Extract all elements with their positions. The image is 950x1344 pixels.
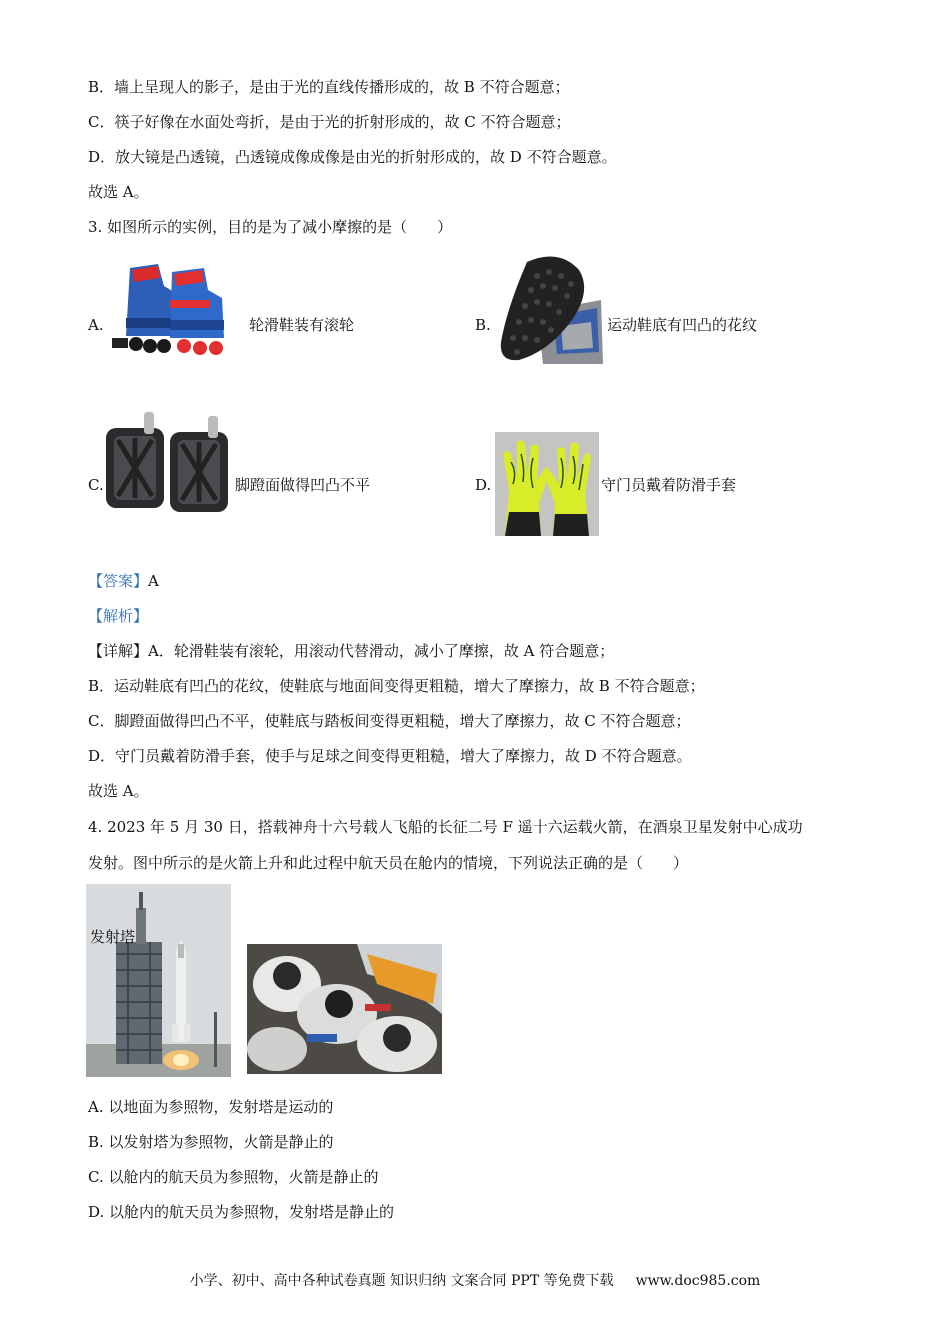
footer-url[interactable]: www.doc985.com bbox=[635, 1273, 761, 1289]
q3-option-a-letter: A. bbox=[88, 316, 104, 334]
detail-tag: 【详解】 bbox=[88, 642, 149, 660]
q3-option-c-letter: C. bbox=[88, 476, 104, 494]
q3-detail-b: B．运动鞋底有凹凸的花纹，使鞋底与地面间变得更粗糙，增大了摩擦力，故 B 不符合题意； bbox=[88, 677, 705, 695]
astronauts-cabin-photo bbox=[247, 944, 442, 1074]
q3-option-b-letter: B. bbox=[475, 316, 491, 334]
q3-detail-c: C．脚蹬面做得凹凸不平，使鞋底与踏板间变得更粗糙，增大了摩擦力，故 C 不符合题意； bbox=[88, 712, 691, 730]
goalkeeper-gloves-image bbox=[495, 432, 599, 536]
q3-detail-a: 【详解】A．轮滑鞋装有滚轮，用滚动代替滑动，减小了摩擦，故 A 符合题意； bbox=[88, 642, 615, 660]
roller-skates-image bbox=[112, 258, 240, 358]
q4-option-a: A. 以地面为参照物，发射塔是运动的 bbox=[88, 1098, 334, 1116]
q2-option-b-explanation: B．墙上呈现人的影子，是由于光的直线传播形成的，故 B 不符合题意； bbox=[88, 78, 570, 96]
q4-stem-line-1: 4. 2023 年 5 月 30 日，搭载神舟十六号载人飞船的长征二号 F 遥十六运载火箭，在酒泉卫星发射中心成功 bbox=[88, 818, 803, 836]
footer-text: 小学、初中、高中各种试卷真题 知识归纳 文案合同 PPT 等免费下载 bbox=[189, 1273, 614, 1289]
q3-option-b-text: 运动鞋底有凹凸的花纹 bbox=[607, 316, 758, 334]
answer-tag: 【答案】 bbox=[88, 572, 149, 590]
q4-stem-line-2: 发射。图中所示的是火箭上升和此过程中航天员在舱内的情境，下列说法正确的是（ ） bbox=[88, 854, 689, 872]
bike-pedals-image bbox=[104, 410, 232, 514]
q4-option-b: B. 以发射塔为参照物，火箭是静止的 bbox=[88, 1133, 334, 1151]
q3-answer bbox=[88, 571, 159, 591]
q3-analysis-tag: 【解析】 bbox=[88, 607, 149, 625]
q3-choose: 故选 A。 bbox=[88, 782, 149, 800]
shoe-sole-image bbox=[497, 252, 605, 368]
q2-option-c-explanation: C．筷子好像在水面处弯折，是由于光的折射形成的，故 C 不符合题意； bbox=[88, 113, 571, 131]
launch-tower-label: 发射塔 bbox=[90, 928, 136, 946]
q3-detail-d: D．守门员戴着防滑手套，使手与足球之间变得更粗糙，增大了摩擦力，故 D 不符合题意。 bbox=[88, 747, 692, 765]
q3-stem: 3. 如图所示的实例，目的是为了减小摩擦的是（ ） bbox=[88, 218, 453, 236]
q3-option-d-text: 守门员戴着防滑手套 bbox=[601, 476, 737, 494]
q3-option-c-text: 脚蹬面做得凹凸不平 bbox=[235, 476, 371, 494]
q3-option-d-letter: D. bbox=[475, 476, 492, 494]
page-footer bbox=[0, 1270, 950, 1290]
answer-value: A bbox=[148, 572, 159, 590]
q2-choose: 故选 A。 bbox=[88, 183, 149, 201]
q4-option-d: D. 以舱内的航天员为参照物，发射塔是静止的 bbox=[88, 1203, 395, 1221]
q4-option-c: C. 以舱内的航天员为参照物，火箭是静止的 bbox=[88, 1168, 379, 1186]
launch-tower-photo bbox=[86, 884, 231, 1077]
q2-option-d-explanation: D．放大镜是凸透镜，凸透镜成像成像是由光的折射形成的，故 D 不符合题意。 bbox=[88, 148, 617, 166]
q3-option-a-text: 轮滑鞋装有滚轮 bbox=[249, 316, 355, 334]
